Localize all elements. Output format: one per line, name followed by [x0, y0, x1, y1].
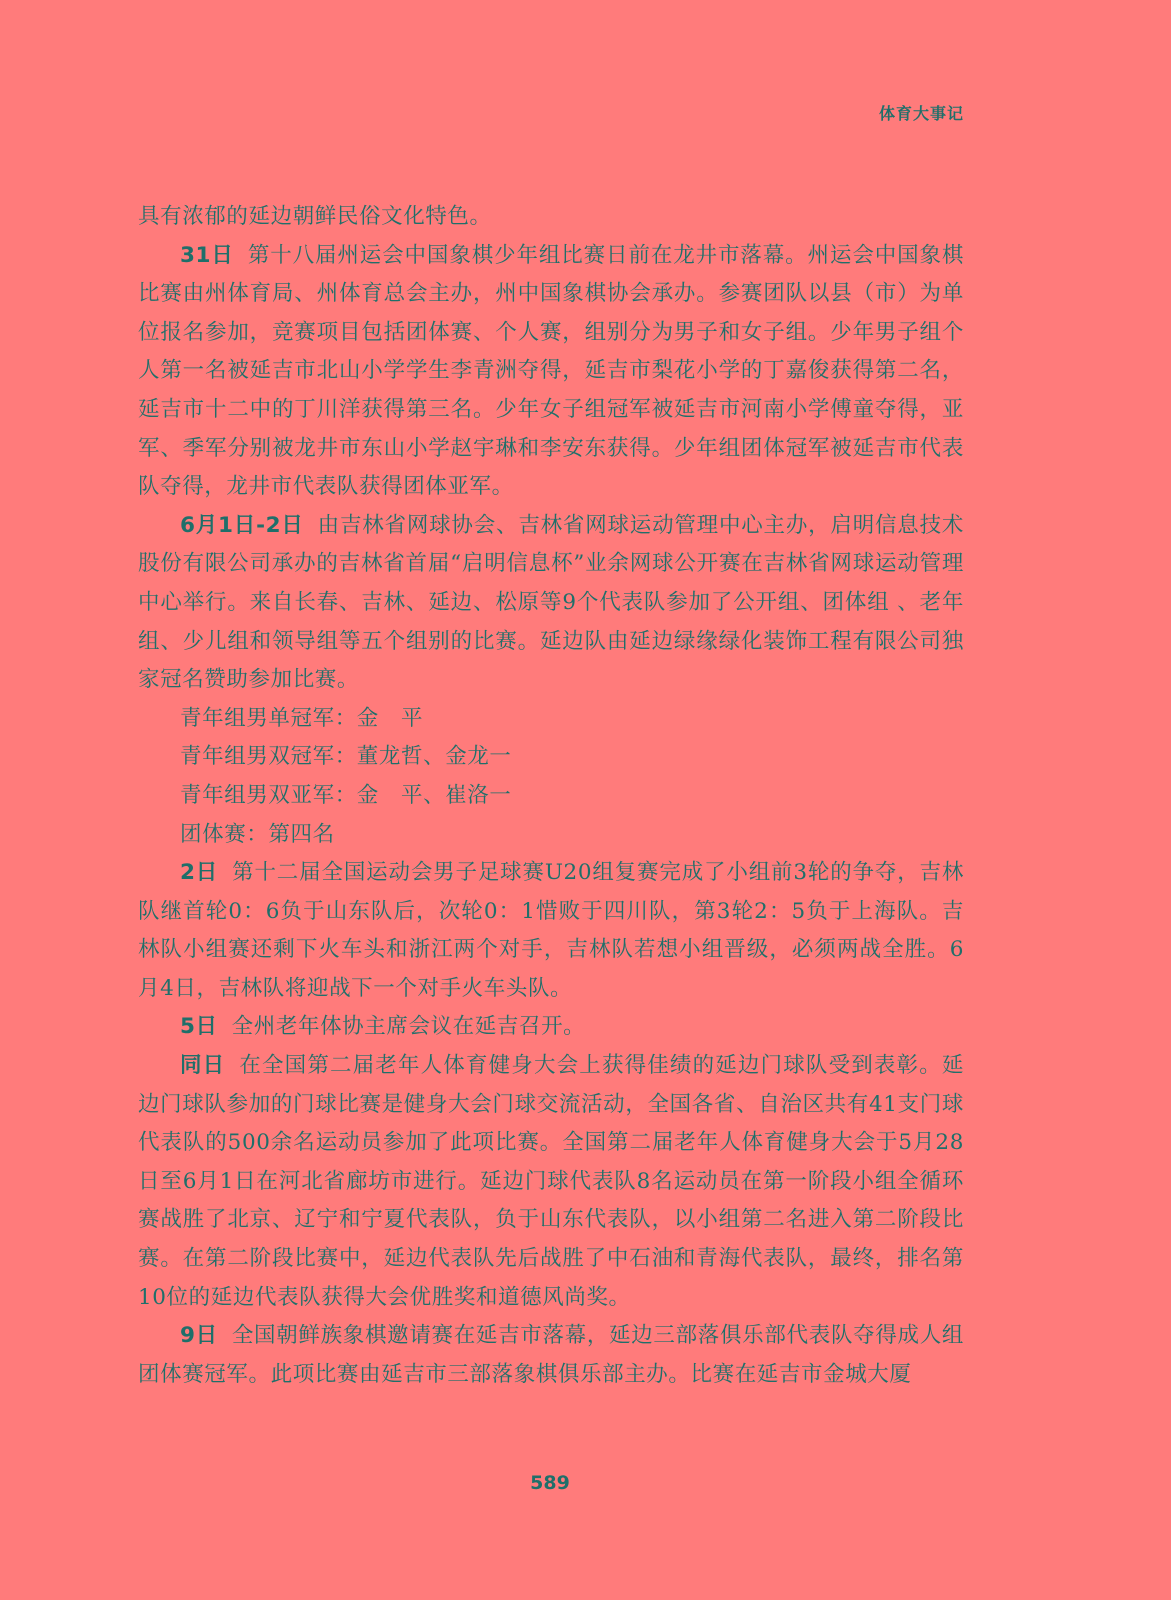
entry-date: 6月1日-2日: [180, 512, 304, 538]
entry-date: 31日: [180, 242, 234, 268]
award-line: 青年组男双亚军：金 平、崔洛一: [180, 782, 512, 808]
entry-paragraph: [138, 1008, 964, 1047]
page-number: 589: [530, 1472, 570, 1494]
paragraph-continuation: 具有浓郁的延边朝鲜民俗文化特色。: [138, 204, 492, 229]
entry-paragraph: [138, 507, 964, 700]
entry-date: 5日: [180, 1014, 218, 1040]
entry-text: 全州老年体协主席会议在延吉召开。: [231, 1014, 586, 1040]
entry-paragraph: [138, 1317, 964, 1394]
entry-paragraph: [138, 237, 964, 507]
award-line: 团体赛：第四名: [180, 821, 335, 847]
entry-text: 由吉林省网球协会、吉林省网球运动管理中心主办，启明信息技术股份有限公司承办的吉林省首届“启明信息杯”业余网球公开赛在吉林省网球运动管理中心举行。来自长春、吉林、延边、松原等9个代表队参加了公开组、团体组 、老年组、少儿组和领导组等五个组别的比赛。延边队由延边绿缘绿化装饰工程有限公司独家冠名赞助参加比赛。: [138, 512, 964, 693]
entry-date: 同日: [180, 1053, 226, 1079]
award-line: 青年组男单冠军：金 平: [180, 705, 424, 731]
entry-text: 全国朝鲜族象棋邀请赛在延吉市落幕，延边三部落俱乐部代表队夺得成人组团体赛冠军。此项比赛由延吉市三部落象棋俱乐部主办。比赛在延吉市金城大厦: [138, 1323, 964, 1387]
entry-paragraph: [138, 854, 964, 1008]
entry-text: 第十八届州运会中国象棋少年组比赛日前在龙井市落幕。州运会中国象棋比赛由州体育局、州体育总会主办，州中国象棋协会承办。参赛团队以县（市）为单位报名参加，竞赛项目包括团体赛、个人赛，组别分为男子和女子组。少年男子组个人第一名被延吉市北山小学学生李青洲夺得，延吉市梨花小学的丁嘉俊获得第二名，延吉市十二中的丁川洋获得第三名。少年女子组冠军被延吉市河南小学傅童夺得，亚军、季军分别被龙井市东山小学赵宇琳和李安东获得。少年组团体冠军被延吉市代表队夺得，龙井市代表队获得团体亚军。: [138, 242, 964, 500]
entry-paragraph: [138, 1047, 964, 1317]
entry-text: 在全国第二届老年人体育健身大会上获得佳绩的延边门球队受到表彰。延边门球队参加的门球比赛是健身大会门球交流活动，全国各省、自治区共有41支门球代表队的500余名运动员参加了此项比赛。全国第二届老年人体育健身大会于5月28日至6月1日在河北省廊坊市进行。延边门球代表队8名运动员在第一阶段小组全循环赛战胜了北京、辽宁和宁夏代表队，负于山东代表队，以小组第二名进入第二阶段比赛。在第二阶段比赛中，延边代表队先后战胜了中石油和青海代表队，最终，排名第10位的延边代表队获得大会优胜奖和道德风尚奖。: [138, 1053, 964, 1310]
award-line: 青年组男双冠军：董龙哲、金龙一: [180, 744, 512, 770]
entry-date: 2日: [180, 860, 219, 886]
entry-date: 9日: [180, 1323, 218, 1349]
entry-text: 第十二届全国运动会男子足球赛U20组复赛完成了小组前3轮的争夺，吉林队继首轮0：6负于山东队后，次轮0：1惜败于四川队，第3轮2：5负于上海队。吉林队小组赛还剩下火车头和浙江两个对手，吉林队若想小组晋级，必须两战全胜。6月4日，吉林队将迎战下一个对手火车头队。: [138, 860, 964, 1001]
body-content: [138, 198, 964, 1394]
running-header: 体育大事记: [878, 104, 964, 123]
